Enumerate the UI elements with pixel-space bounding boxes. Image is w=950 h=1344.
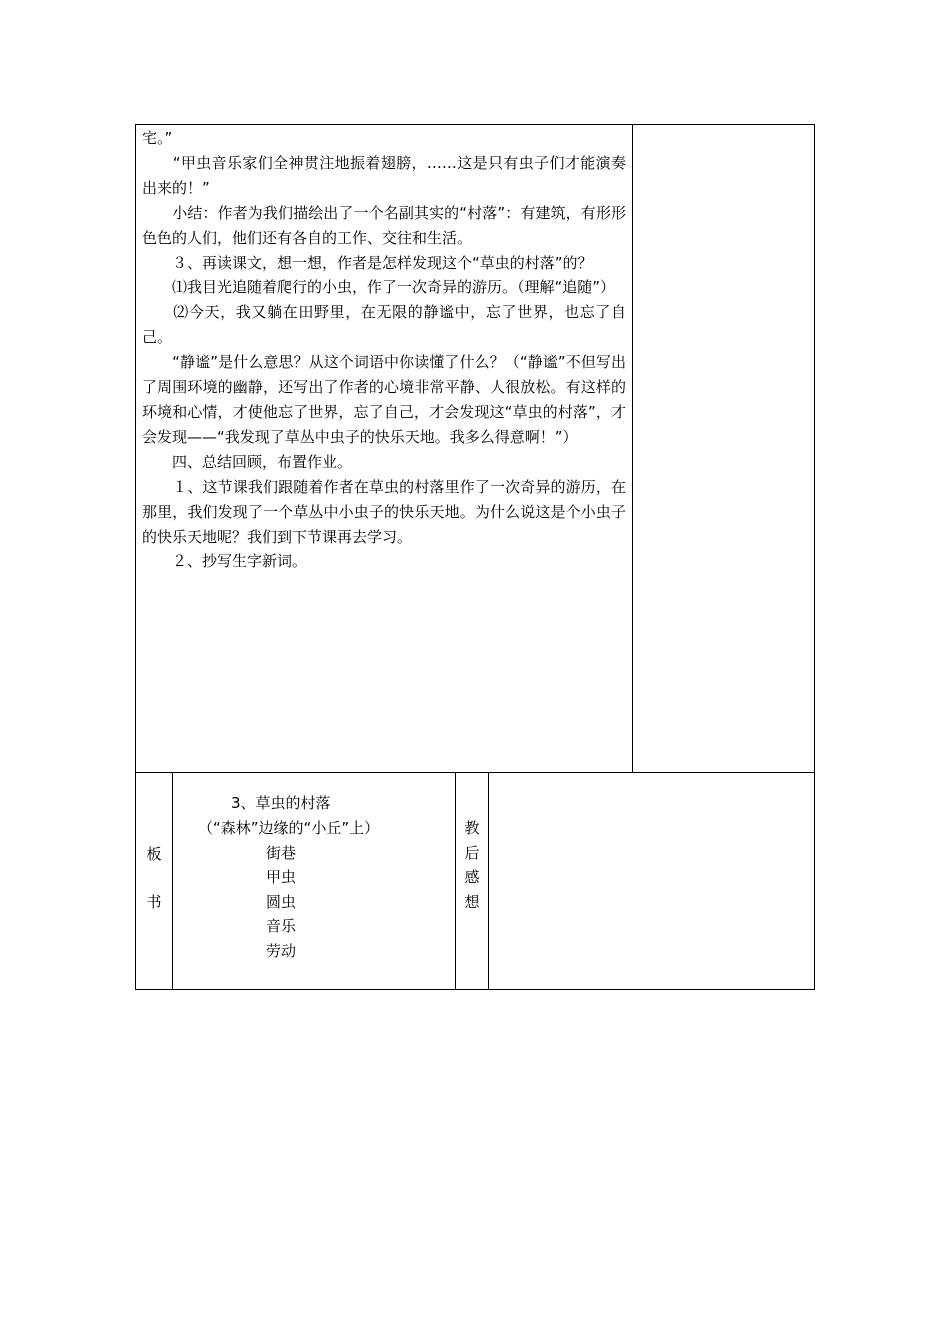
row-divider	[135, 772, 815, 773]
content-paragraph: “静谧”是什么意思？从这个词语中你读懂了什么？（“静谧”不但写出了周围环境的幽静，还写出了作者的心境非常平静、人很放松。有这样的环境和心情，才使他忘了世界，忘了自己，才会发现这“草虫的村落”，才会发现——“我发现了草丛中虫子的快乐天地。我多么得意啊！”）	[142, 353, 626, 446]
board-title: 3、草虫的村落	[231, 794, 331, 812]
content-paragraph: 宅。”	[142, 129, 173, 147]
table-right-border	[814, 124, 815, 990]
board-item: 街巷	[266, 844, 297, 862]
board-item: 音乐	[266, 917, 297, 935]
board-content-divider	[455, 772, 456, 989]
reflection-label-char: 想	[464, 893, 480, 911]
content-paragraph: ⑵今天，我又躺在田野里，在无限的静谧中，忘了世界，也忘了自己。	[142, 303, 626, 347]
lesson-content	[142, 126, 626, 574]
content-paragraph: ⑴我目光追随着爬行的小虫，作了一次奇异的游历。（理解“追随”）	[142, 278, 616, 297]
board-item: 劳动	[266, 942, 297, 960]
notes-column-divider	[632, 124, 633, 772]
table-left-border	[135, 124, 136, 990]
reflection-label-char: 感	[464, 868, 480, 886]
reflection-label-char: 后	[464, 844, 480, 862]
board-label-divider	[172, 772, 173, 989]
reflection-label-divider	[488, 772, 489, 989]
board-item: 圆虫	[266, 893, 297, 911]
content-paragraph: ３、再读课文，想一想，作者是怎样发现这个“草虫的村落”的？	[142, 253, 593, 272]
table-top-border	[135, 124, 815, 125]
content-paragraph: １、这节课我们跟随着作者在草虫的村落里作了一次奇异的游历，在那里，我们发现了一个草丛中小虫子的快乐天地。为什么说这是个小虫子的快乐天地呢？我们到下节课再去学习。	[142, 477, 626, 546]
table-bottom-border	[135, 989, 815, 990]
content-paragraph: ２、抄写生字新词。	[142, 552, 308, 571]
content-paragraph: “甲虫音乐家们全神贯注地振着翅膀，……这是只有虫子们才能演奏出来的！”	[142, 153, 626, 197]
board-subtitle: （“森林”边缘的“小丘”上）	[198, 819, 380, 837]
content-paragraph: 小结：作者为我们描绘出了一个名副其实的“村落”：有建筑，有形形色色的人们，他们还有各自的工作、交往和生活。	[142, 203, 626, 247]
board-label-char: 书	[146, 893, 162, 911]
reflection-label-char: 教	[464, 819, 480, 837]
content-paragraph: 四、总结回顾，布置作业。	[142, 452, 353, 471]
board-item: 甲虫	[266, 868, 297, 886]
board-label-char: 板	[146, 845, 162, 863]
